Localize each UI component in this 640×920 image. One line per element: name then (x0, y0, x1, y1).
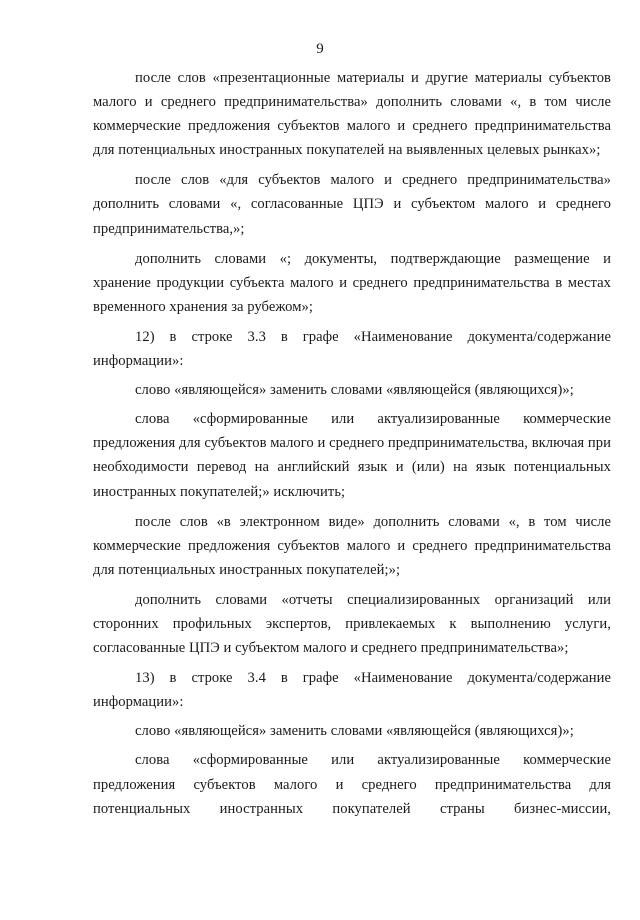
paragraph-item-12-electronic-form: после слов «в электронном виде» дополнить словами «, в том числе коммерческие предложения субъектов малого и среднего предпринимательства для потенциальных иностранных покупателей;»; (93, 513, 611, 578)
paragraph-item-12-expert-reports: дополнить словами «отчеты специализированных организаций или сторонних профильных экспертов, привлекаемых к выполнению услуги, согласованные ЦПЭ и субъектом малого и среднего предпринимательства»; (93, 591, 611, 657)
paragraph-item-13-words: слова «сформированные или актуализированные коммерческие предложения субъектов малого и среднего предпринимательства для потенциальных иностранных покупателей страны бизнес-миссии, (93, 752, 611, 817)
paragraph-amendment-storage-documents: дополнить словами «; документы, подтверждающие размещение и хранение продукции субъекта малого и среднего предпринимательства в местах временного хранения за рубежом»; (93, 250, 611, 315)
paragraph-item-12-word-replacement: слово «являющейся» заменить словами «являющейся (являющихся)»; (135, 382, 574, 399)
paragraph-amendment-presentation-materials: после слов «презентационные материалы и другие материалы субъектов малого и среднего предпринимательства» дополнить словами «, в том числе коммерческие предложения субъектов малого и среднего предпринимательства для потенциальных иностранных покупателей на выявленных целевых рынках»; (93, 70, 611, 159)
paragraph-item-13-word-replacement: слово «являющейся» заменить словами «являющейся (являющихся)»; (135, 723, 574, 740)
paragraph-item-12-exclusion: слова «сформированные или актуализированные коммерческие предложения для субъектов малого и среднего предпринимательства, включая при необходимости перевод на английский язык и (или) на язык потенциальных иностранных покупателей;» исключить; (93, 411, 611, 500)
paragraph-item-13-heading: 13) в строке 3.4 в графе «Наименование документа/содержание информации»: (93, 670, 611, 711)
page-number: 9 (316, 41, 324, 57)
paragraph-item-12-heading: 12) в строке 3.3 в графе «Наименование документа/содержание информации»: (93, 328, 611, 370)
paragraph-amendment-agreed-cpe: после слов «для субъектов малого и среднего предпринимательства» дополнить словами «, согласованные ЦПЭ и субъектом малого и среднего предпринимательства,»; (93, 172, 611, 237)
document-body (93, 66, 611, 827)
